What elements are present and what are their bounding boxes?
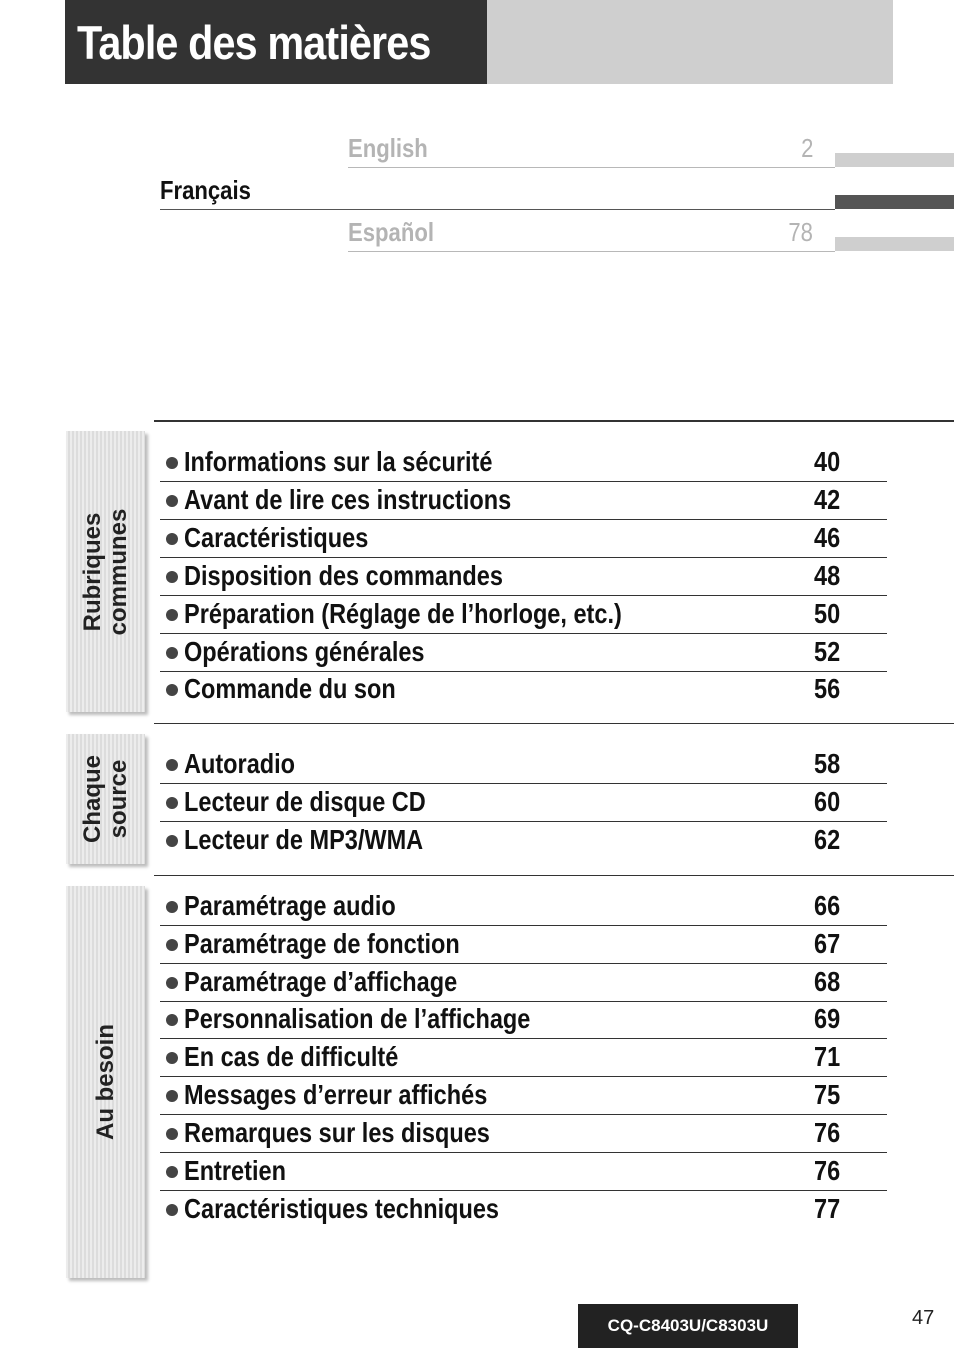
bullet-icon [166, 797, 178, 809]
section-tab-label: Au besoin [91, 1023, 119, 1141]
toc-entry-label: Informations sur la sécurité [184, 446, 493, 477]
section-tab-chaque-source[interactable] [66, 734, 145, 864]
toc-entry[interactable] [160, 519, 887, 558]
bullet-icon [166, 1128, 178, 1140]
toc-entry-label: Avant de lire ces instructions [184, 484, 512, 515]
toc-entry[interactable] [160, 443, 887, 482]
toc-entry[interactable] [160, 1190, 887, 1228]
toc-entry-page: 58 [813, 748, 840, 779]
bullet-icon [166, 1052, 178, 1064]
toc-entry-page: 40 [813, 446, 840, 477]
toc-entry[interactable] [160, 963, 887, 1002]
toc-entry[interactable] [160, 670, 887, 708]
toc-entry-label: Paramétrage audio [184, 890, 396, 921]
bullet-icon [166, 533, 178, 545]
toc-entry[interactable] [160, 557, 887, 596]
toc-entry-label: Paramétrage de fonction [184, 928, 460, 959]
toc-entry-page: 50 [813, 598, 840, 629]
toc-entry-label: Messages d’erreur affichés [184, 1079, 488, 1110]
toc-entry-label: Caractéristiques techniques [184, 1193, 500, 1224]
bullet-icon [166, 977, 178, 989]
bullet-icon [166, 901, 178, 913]
section-rule [154, 420, 954, 422]
page-title: Table des matières [65, 0, 487, 84]
toc-entry-label: Entretien [184, 1155, 286, 1186]
divider [348, 251, 835, 252]
toc-entry-label: Remarques sur les disques [184, 1117, 490, 1148]
language-name: Français [160, 175, 251, 205]
toc-entry-page: 76 [813, 1155, 840, 1186]
toc-entry-page: 68 [813, 966, 840, 997]
toc-entry[interactable] [160, 887, 887, 926]
toc-entry-label: Caractéristiques [184, 522, 369, 553]
toc-entry[interactable] [160, 1038, 887, 1077]
toc-entry[interactable] [160, 1152, 887, 1191]
toc-entry-page: 48 [813, 560, 840, 591]
toc-entry[interactable] [160, 1000, 887, 1039]
toc-entry-page: 52 [813, 636, 840, 667]
toc-entry-page: 46 [813, 522, 840, 553]
toc-entry-page: 75 [813, 1079, 840, 1110]
model-number-badge: CQ-C8403U/C8303U [578, 1304, 798, 1348]
toc-entry[interactable] [160, 633, 887, 672]
section-tab-label: Rubriques communes [78, 508, 132, 635]
bullet-icon [166, 647, 178, 659]
toc-entry-page: 69 [813, 1003, 840, 1034]
section-rule [154, 723, 954, 724]
toc-entry[interactable] [160, 1114, 887, 1153]
language-name: English [348, 133, 428, 163]
divider [348, 167, 835, 168]
bullet-icon [166, 1166, 178, 1178]
toc-entry-page: 76 [813, 1117, 840, 1148]
language-name: Español [348, 217, 434, 247]
section-tab-rubriques-communes[interactable] [66, 431, 145, 712]
section-tab-label: Chaque source [78, 754, 132, 844]
toc-entry-label: Disposition des commandes [184, 560, 503, 591]
toc-entry[interactable] [160, 481, 887, 520]
toc-entry-label: Personnalisation de l’affichage [184, 1003, 531, 1034]
bullet-icon [166, 835, 178, 847]
bullet-icon [166, 1204, 178, 1216]
bullet-icon [166, 571, 178, 583]
toc-entry[interactable] [160, 821, 887, 859]
bullet-icon [166, 759, 178, 771]
toc-entry[interactable] [160, 783, 887, 822]
toc-entry-page: 71 [813, 1041, 840, 1072]
toc-entry[interactable] [160, 595, 887, 634]
bullet-icon [166, 609, 178, 621]
language-tab-marker [835, 153, 954, 167]
language-page: 78 [788, 217, 813, 247]
toc-entry-label: Paramétrage d’affichage [184, 966, 458, 997]
bullet-icon [166, 684, 178, 696]
language-page: 2 [800, 133, 813, 163]
toc-entry-label: En cas de difficulté [184, 1041, 399, 1072]
toc-entry-label: Autoradio [184, 748, 296, 779]
toc-entry-page: 60 [813, 786, 840, 817]
toc-entry[interactable] [160, 745, 887, 784]
bullet-icon [166, 1014, 178, 1026]
toc-entry-page: 66 [813, 890, 840, 921]
toc-entry-label: Préparation (Réglage de l’horloge, etc.) [184, 598, 622, 629]
section-rule [154, 875, 954, 876]
toc-entry[interactable] [160, 1076, 887, 1115]
toc-entry-page: 67 [813, 928, 840, 959]
bullet-icon [166, 495, 178, 507]
section-tab-au-besoin[interactable] [66, 886, 145, 1278]
toc-entry-label: Lecteur de MP3/WMA [184, 824, 424, 855]
bullet-icon [166, 457, 178, 469]
bullet-icon [166, 1090, 178, 1102]
divider [160, 209, 835, 210]
bullet-icon [166, 939, 178, 951]
toc-entry-label: Lecteur de disque CD [184, 786, 426, 817]
language-tab-marker [835, 195, 954, 209]
toc-entry-page: 62 [813, 824, 840, 855]
toc-entry-label: Opérations générales [184, 636, 425, 667]
toc-entry[interactable] [160, 925, 887, 964]
toc-entry-page: 77 [813, 1193, 840, 1224]
toc-entry-label: Commande du son [184, 673, 396, 704]
language-tab-marker [835, 237, 954, 251]
toc-entry-page: 42 [813, 484, 840, 515]
toc-entry-page: 56 [813, 673, 840, 704]
page-number: 47 [912, 1307, 935, 1329]
